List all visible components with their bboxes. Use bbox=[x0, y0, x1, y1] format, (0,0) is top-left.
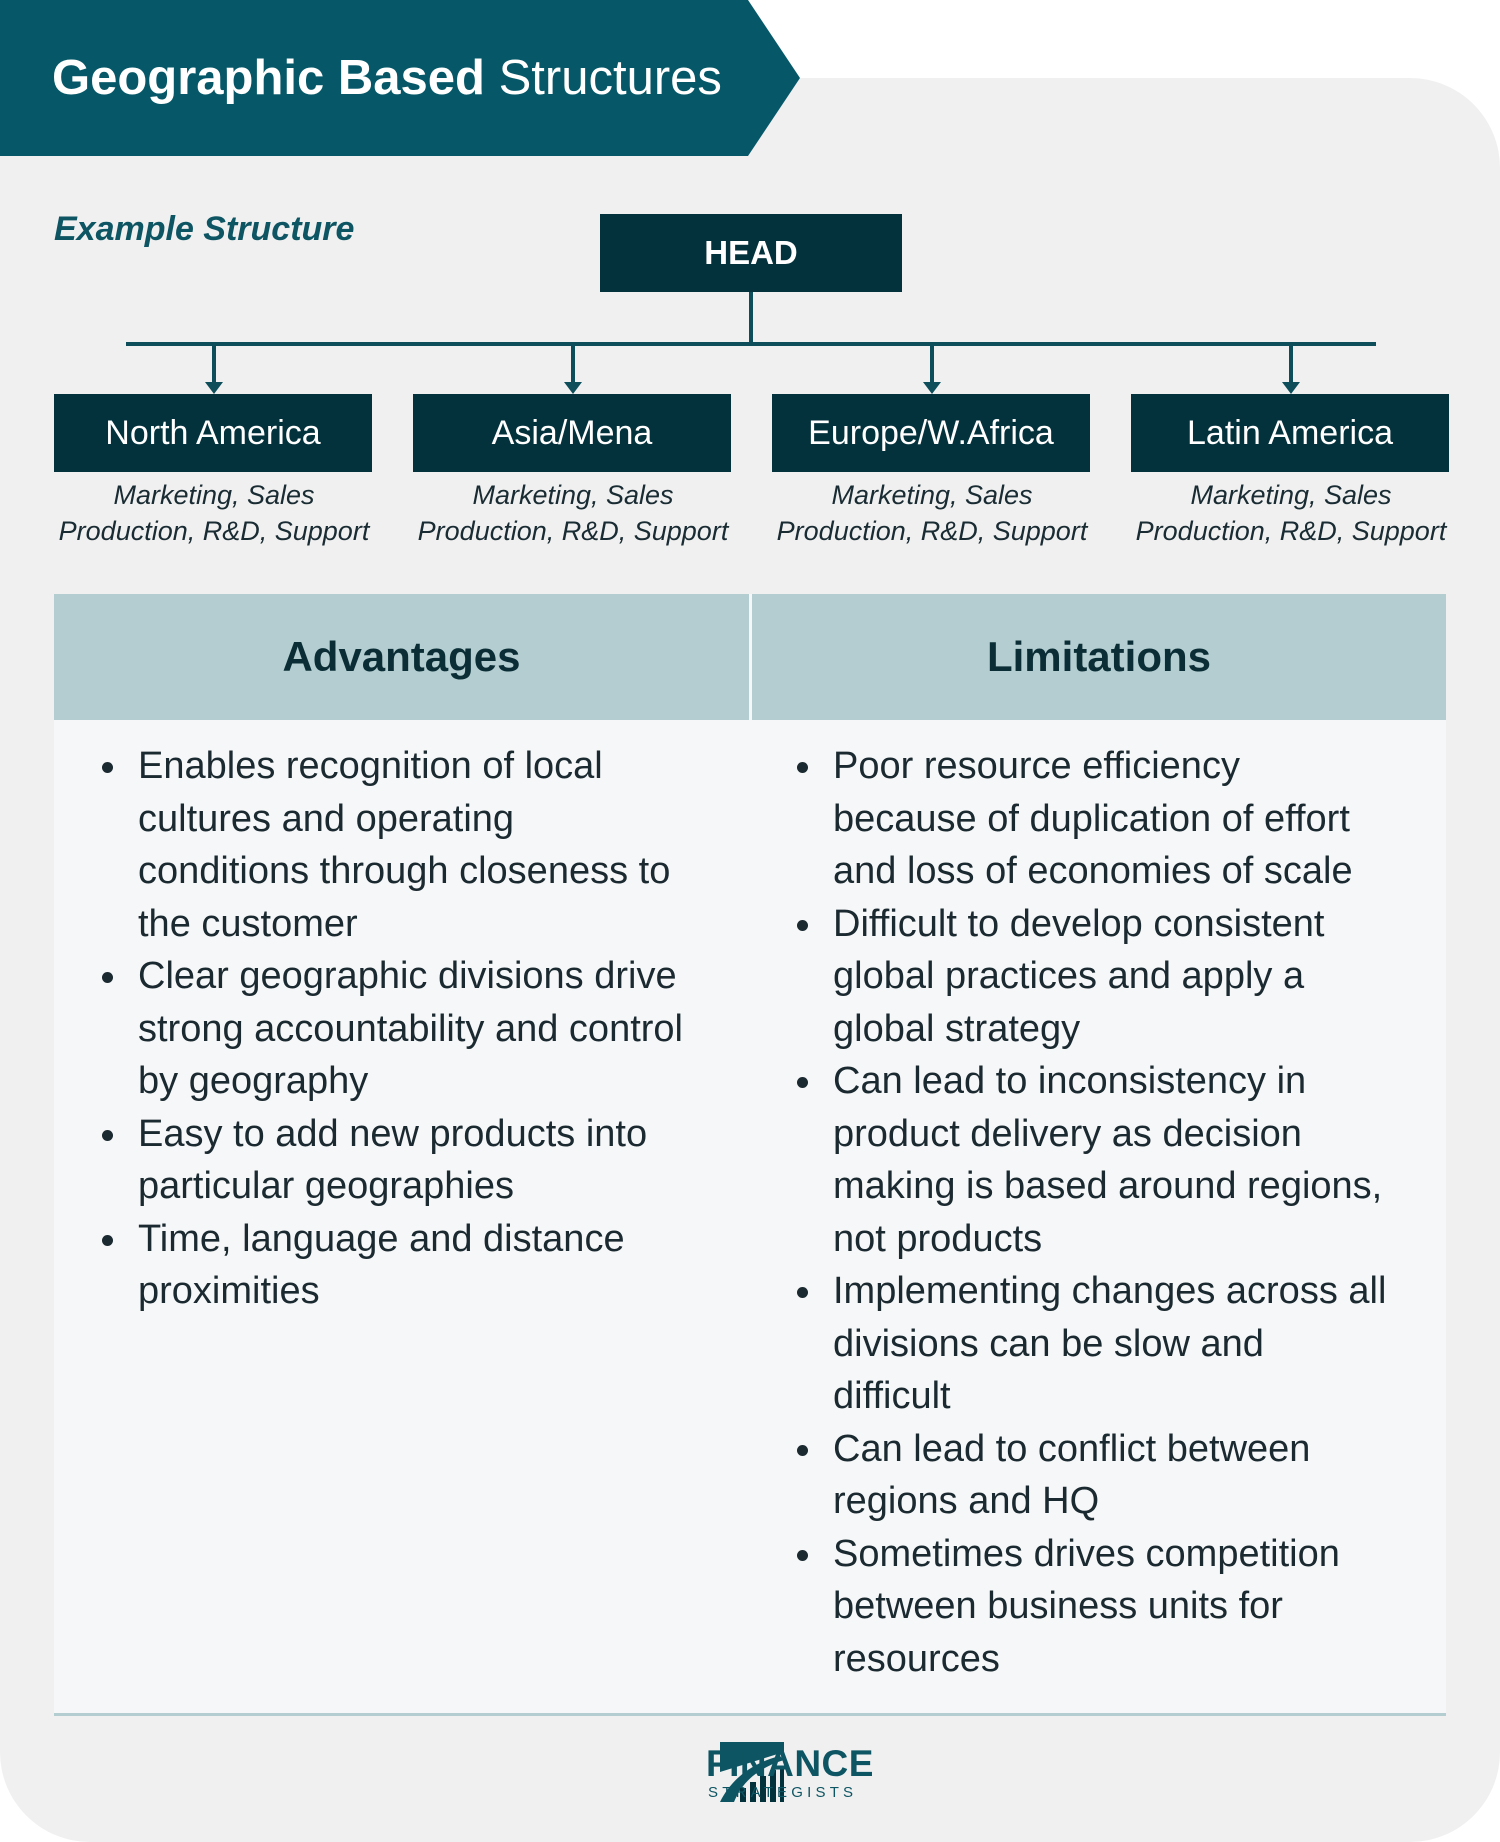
advantages-heading-label: Advantages bbox=[282, 633, 521, 680]
bullet-item bbox=[749, 740, 1446, 898]
bullet-line: product delivery as decision bbox=[833, 1112, 1302, 1155]
bullet-line: the customer bbox=[138, 902, 358, 945]
region-north-america bbox=[54, 394, 372, 472]
logo-wordmark: FINANCE bbox=[706, 1743, 874, 1784]
functions-line: Production, R&D, Support bbox=[1135, 516, 1447, 546]
bullet-line: regions and HQ bbox=[833, 1480, 1100, 1522]
bullet-item bbox=[54, 740, 749, 950]
bullet-line: and loss of economies of scale bbox=[833, 850, 1353, 892]
advantages-heading bbox=[54, 594, 749, 720]
bullet-line: not products bbox=[833, 1217, 1043, 1260]
limitations-heading-label: Limitations bbox=[986, 633, 1211, 680]
org-connectors bbox=[0, 0, 1500, 400]
bullet-line: Implementing changes across all bbox=[833, 1270, 1387, 1312]
functions-line: Marketing, Sales bbox=[472, 480, 674, 510]
region-name: Latin America bbox=[1187, 413, 1393, 452]
bullet-line: Clear geographic divisions drive bbox=[138, 955, 677, 997]
pros-cons-table bbox=[54, 594, 1446, 1714]
bullet-line: making is based around regions, bbox=[833, 1165, 1383, 1207]
bullet-line: particular geographies bbox=[138, 1165, 515, 1207]
region-latin-america bbox=[1131, 394, 1449, 472]
limitations-list bbox=[749, 740, 1446, 1685]
bullet-item bbox=[749, 1265, 1446, 1423]
bullet-line: Enables recognition of local bbox=[138, 745, 603, 787]
bullet-line: Poor resource efficiency bbox=[833, 745, 1240, 787]
bullet-item bbox=[749, 1423, 1446, 1528]
example-structure-label: Example Structure bbox=[54, 210, 355, 248]
bullet-item bbox=[54, 1108, 749, 1213]
bullet-line: global practices and apply a bbox=[833, 955, 1305, 997]
advantages-list bbox=[54, 740, 749, 1318]
functions-line: Marketing, Sales bbox=[1190, 480, 1392, 510]
region-name: North America bbox=[105, 413, 321, 452]
region-europe-w-africa bbox=[772, 394, 1090, 472]
bullet-line: Sometimes drives competition bbox=[833, 1532, 1340, 1575]
functions-line: Production, R&D, Support bbox=[58, 516, 370, 546]
bullet-line: conditions through closeness to bbox=[138, 850, 671, 892]
bullet-item bbox=[749, 1528, 1446, 1686]
region-name: Europe/W.Africa bbox=[808, 413, 1054, 452]
bullet-line: strong accountability and control bbox=[138, 1007, 683, 1050]
bullet-item bbox=[749, 1055, 1446, 1265]
functions-line: Marketing, Sales bbox=[113, 480, 315, 510]
bullet-item bbox=[54, 950, 749, 1108]
bullet-line: Can lead to conflict between bbox=[833, 1427, 1311, 1470]
bullet-line: Easy to add new products into bbox=[138, 1112, 648, 1155]
bullet-line: between business units for bbox=[833, 1585, 1283, 1627]
title-bold: Geographic Based bbox=[52, 51, 485, 105]
functions-line: Marketing, Sales bbox=[831, 480, 1033, 510]
bullet-line: Can lead to inconsistency in bbox=[833, 1060, 1307, 1102]
functions-line: Production, R&D, Support bbox=[417, 516, 729, 546]
bullet-item bbox=[749, 898, 1446, 1056]
footer-divider bbox=[54, 1713, 1446, 1716]
bullet-line: cultures and operating bbox=[138, 797, 515, 840]
logo-subtitle: STRATEGISTS bbox=[708, 1784, 858, 1801]
limitations-heading bbox=[752, 594, 1446, 720]
bullet-line: divisions can be slow and bbox=[833, 1322, 1264, 1365]
bullet-line: by geography bbox=[138, 1060, 369, 1102]
title-light: Structures bbox=[498, 51, 722, 105]
functions-line: Production, R&D, Support bbox=[776, 516, 1088, 546]
region-functions bbox=[1126, 477, 1456, 549]
bullet-line: Time, language and distance bbox=[138, 1217, 625, 1260]
bullet-line: because of duplication of effort bbox=[833, 797, 1350, 840]
region-name: Asia/Mena bbox=[491, 413, 653, 452]
bullet-line: resources bbox=[833, 1637, 1000, 1680]
bullet-line: Difficult to develop consistent bbox=[833, 902, 1325, 945]
region-functions bbox=[767, 477, 1097, 549]
bullet-line: global strategy bbox=[833, 1007, 1081, 1050]
bullet-line: difficult bbox=[833, 1375, 951, 1417]
region-asia-mena bbox=[413, 394, 731, 472]
bullet-item bbox=[54, 1213, 749, 1318]
region-functions bbox=[408, 477, 738, 549]
bullet-line: proximities bbox=[138, 1270, 320, 1312]
head-node-label: HEAD bbox=[704, 234, 798, 271]
region-functions bbox=[49, 477, 379, 549]
